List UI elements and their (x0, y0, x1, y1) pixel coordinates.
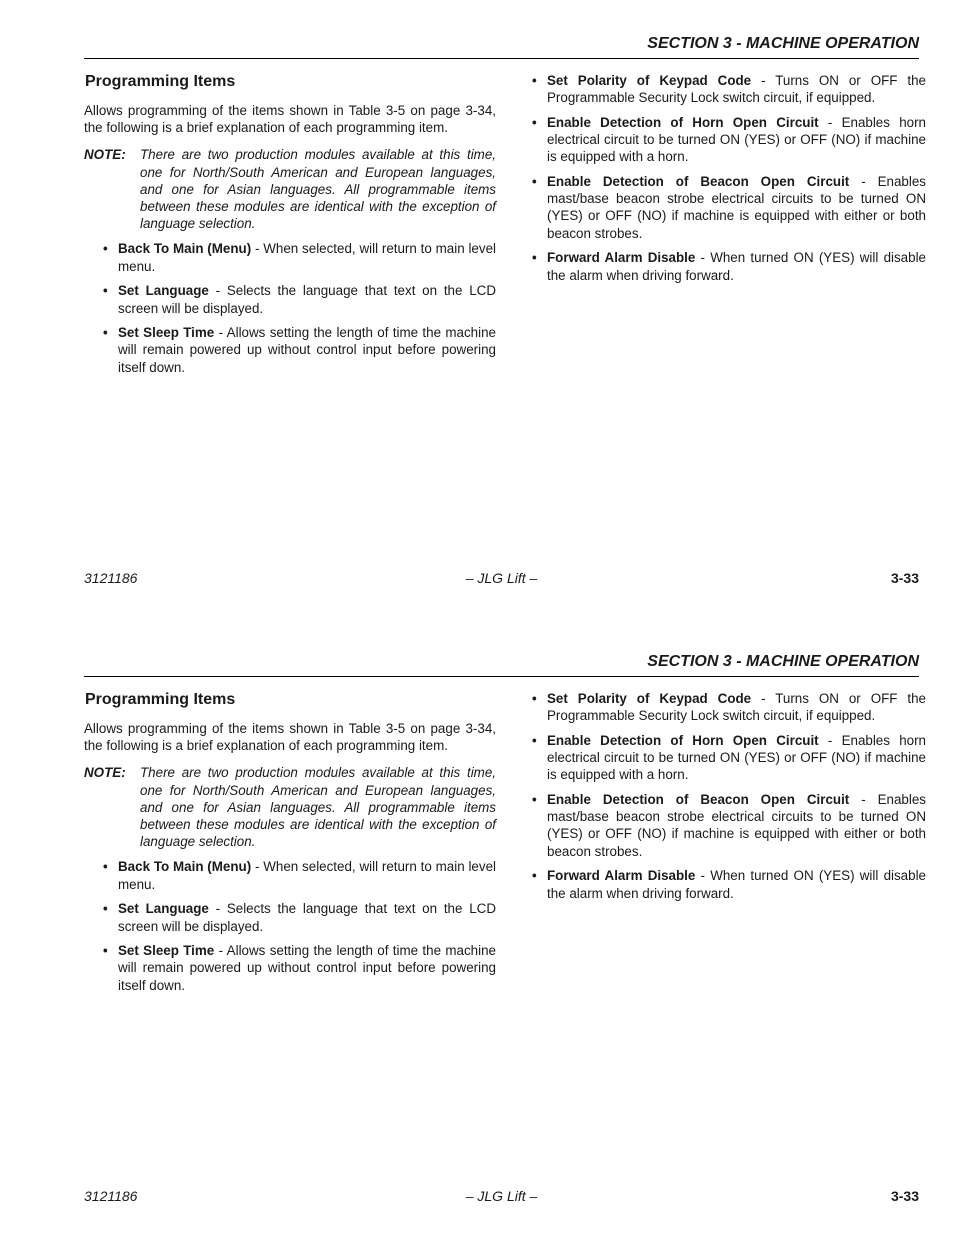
bullet-icon: • (532, 73, 537, 88)
page-footer (84, 569, 919, 587)
bullet-icon: • (103, 943, 108, 959)
bullet-term: Set Polarity of Keypad Code (547, 691, 752, 706)
bullet-item-back-to-main (84, 858, 496, 892)
bullet-item-keypad-polarity (530, 690, 926, 724)
bullet-description: - Allows setting the length of time the machine will remain powered up without control input before powering itself down. (118, 325, 496, 375)
note-label: NOTE: (84, 147, 126, 163)
note-block (84, 146, 496, 232)
bullet-icon: • (532, 732, 537, 748)
bullet-description: - Selects the language that text on the LCD screen will be displayed. (118, 283, 496, 316)
document-number: 3121186 (84, 570, 138, 586)
bullet-term: Set Language (118, 283, 209, 299)
bullet-item-set-sleep-time (84, 942, 496, 994)
bullet-term: Set Language (118, 901, 209, 917)
section-heading: Programming Items (85, 691, 236, 708)
bullet-term: Forward Alarm Disable (547, 868, 696, 884)
intro-paragraph: Allows programming of the items shown in Table 3-5 on page 3-34, the following is a brief explanation of each programming item. (84, 103, 496, 136)
left-column (84, 690, 496, 1001)
bullet-item-keypad-polarity (530, 72, 926, 106)
page-footer (84, 1187, 919, 1205)
bullet-description: - When turned ON (YES) will disable the alarm when driving forward. (547, 868, 926, 901)
bullet-description: - When selected, will return to main level menu. (118, 859, 496, 892)
bullet-item-beacon-detection (530, 791, 926, 860)
page-number: 3-33 (890, 570, 919, 586)
bullet-term: Enable Detection of Horn Open Circuit (547, 732, 819, 748)
page-number: 3-33 (890, 1188, 919, 1204)
bullet-description: - Turns ON or OFF the Programmable Security Lock switch circuit, if equipped. (547, 691, 927, 724)
bullet-term: Back To Main (Menu) (118, 859, 252, 875)
bullet-item-set-language (84, 900, 496, 934)
right-column (530, 72, 926, 291)
right-column (530, 690, 926, 909)
bullet-icon: • (532, 114, 537, 130)
bullet-icon: • (103, 859, 108, 875)
bullet-icon: • (532, 868, 537, 884)
bullet-description: - Allows setting the length of time the machine will remain powered up without control input before powering itself down. (118, 943, 496, 993)
note-text: There are two production modules available at this time, one for North/South American and European languages, and one for Asian languages. All programmable items between these modules are identical with the exception of language selection. (140, 765, 496, 850)
bullet-item-set-sleep-time (84, 324, 496, 376)
footer-brand: – JLG Lift – (465, 1188, 538, 1204)
section-heading: Programming Items (85, 73, 236, 90)
bullet-description: - Enables horn electrical circuit to be turned ON (YES) or OFF (NO) if machine is equipped with a horn. (547, 114, 926, 165)
note-text: There are two production modules available at this time, one for North/South American and European languages, and one for Asian languages. All programmable items between these modules are identical with the exception of language selection. (140, 147, 496, 232)
bullet-term: Back To Main (Menu) (118, 241, 252, 257)
bullet-icon: • (103, 325, 108, 341)
bullet-icon: • (532, 250, 537, 266)
bullet-item-horn-detection (530, 732, 926, 784)
bullet-term: Enable Detection of Horn Open Circuit (547, 114, 819, 130)
bullet-description: - Selects the language that text on the LCD screen will be displayed. (118, 901, 496, 934)
bullet-description: - Turns ON or OFF the Programmable Security Lock switch circuit, if equipped. (547, 73, 927, 106)
note-label: NOTE: (84, 765, 126, 781)
bullet-icon: • (103, 241, 108, 257)
manual-page-1 (0, 0, 954, 617)
bullet-icon: • (103, 901, 108, 917)
intro-paragraph: Allows programming of the items shown in Table 3-5 on page 3-34, the following is a brief explanation of each programming item. (84, 721, 496, 754)
bullet-term: Set Sleep Time (118, 943, 215, 959)
bullet-item-back-to-main (84, 240, 496, 274)
bullet-icon: • (532, 174, 537, 190)
bullet-icon: • (532, 691, 537, 706)
footer-brand: – JLG Lift – (465, 570, 538, 586)
bullet-description: - Enables mast/base beacon strobe electrical circuits to be turned ON (YES) or OFF (NO) if machine is equipped with either or both beacon strobes. (547, 792, 926, 859)
bullet-icon: • (103, 283, 108, 299)
bullet-item-set-language (84, 282, 496, 316)
bullet-description: - When turned ON (YES) will disable the alarm when driving forward. (547, 250, 926, 283)
bullet-item-forward-alarm (530, 867, 926, 901)
note-block (84, 764, 496, 850)
manual-page-2 (0, 618, 954, 1235)
section-header: SECTION 3 - MACHINE OPERATION (84, 34, 919, 59)
document-number: 3121186 (84, 1188, 138, 1204)
section-header: SECTION 3 - MACHINE OPERATION (84, 652, 919, 677)
bullet-term: Forward Alarm Disable (547, 250, 696, 266)
bullet-term: Enable Detection of Beacon Open Circuit (547, 174, 850, 190)
bullet-icon: • (532, 792, 537, 808)
bullet-description: - When selected, will return to main level menu. (118, 241, 496, 274)
bullet-item-horn-detection (530, 114, 926, 166)
bullet-description: - Enables mast/base beacon strobe electrical circuits to be turned ON (YES) or OFF (NO) if machine is equipped with either or both beacon strobes. (547, 174, 926, 241)
bullet-term: Set Sleep Time (118, 325, 215, 341)
bullet-term: Enable Detection of Beacon Open Circuit (547, 792, 850, 808)
left-column (84, 72, 496, 383)
bullet-item-beacon-detection (530, 173, 926, 242)
bullet-description: - Enables horn electrical circuit to be turned ON (YES) or OFF (NO) if machine is equipped with a horn. (547, 732, 926, 783)
bullet-term: Set Polarity of Keypad Code (547, 73, 752, 88)
bullet-item-forward-alarm (530, 249, 926, 283)
